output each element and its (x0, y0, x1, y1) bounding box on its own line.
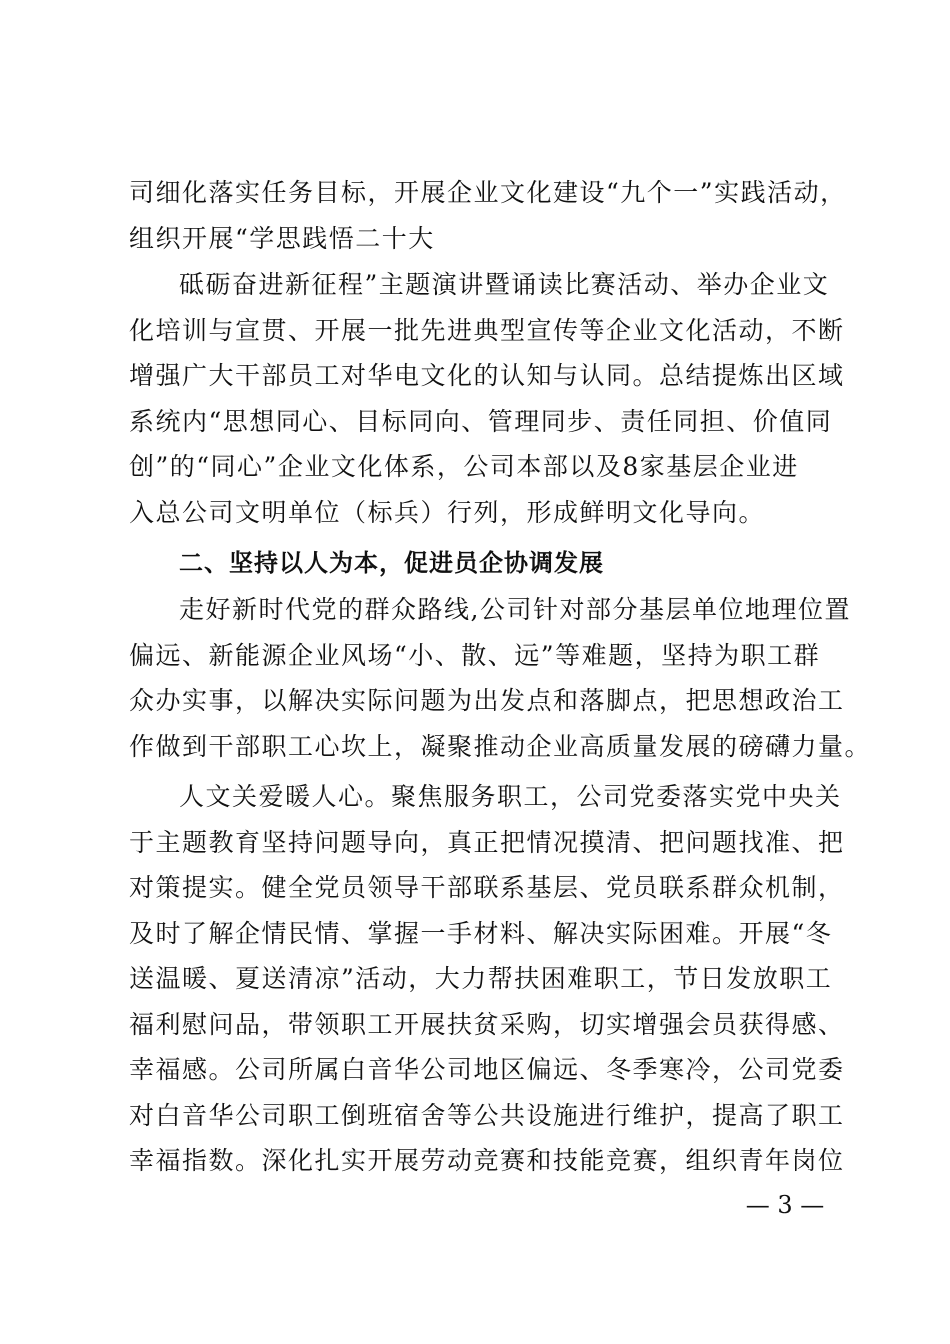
text-line: 于主题教育坚持问题导向，真正把情况摸清、把问题找准、把 (129, 827, 845, 857)
text-line: 众办实事，以解决实际问题为出发点和落脚点，把思想政治工 (129, 686, 845, 715)
text-line: 化培训与宣贯、开展一批先进典型宣传等企业文化活动，不断 (129, 315, 845, 345)
paragraph-culture (129, 262, 845, 535)
paragraph-mass-line (129, 587, 872, 769)
paragraph-continuation (129, 170, 847, 261)
section-heading: 二、坚持以人为本，促进员企协调发展 (179, 549, 604, 577)
text-line: 对策提实。健全党员领导干部联系基层、党员联系群众机制， (129, 873, 845, 902)
text-line: 走好新时代党的群众路线,公司针对部分基层单位地理位置 (179, 595, 851, 624)
text-line: 组织开展“学思践悟二十大 (129, 223, 435, 253)
text-line: 司细化落实任务目标，开展企业文化建设“九个一”实践活动， (129, 178, 847, 207)
paragraph-humanistic-care (129, 774, 845, 1184)
text-line: 创”的“同心”企业文化体系，公司本部以及8家基层企业进 (129, 452, 799, 481)
text-line: 福利慰问品，带领职工开展扶贫采购，切实增强会员获得感、 (129, 1009, 845, 1039)
text-line: 幸福感。公司所属白音华公司地区偏远、冬季寒冷，公司党委 (129, 1055, 845, 1084)
text-line: 幸福指数。深化扎实开展劳动竞赛和技能竞赛，组织青年岗位 (129, 1146, 845, 1175)
text-line: 砥砺奋进新征程”主题演讲暨诵读比赛活动、举办企业文 (179, 270, 830, 299)
text-line: 增强广大干部员工对华电文化的认知与认同。总结提炼出区域 (129, 361, 845, 390)
text-line: 及时了解企情民情、掌握一手材料、解决实际困难。开展“冬 (129, 918, 833, 948)
section-heading-block (129, 541, 829, 587)
text-line: 对白音华公司职工倒班宿舍等公共设施进行维护，提高了职工 (129, 1100, 845, 1130)
text-line: 人文关爱暖人心。聚焦服务职工，公司党委落实党中央关 (179, 782, 842, 811)
text-line: 入总公司文明单位（标兵）行列，形成鲜明文化导向。 (129, 497, 766, 527)
text-line: 送温暖、夏送清凉”活动，大力帮扶困难职工，节日发放职工 (129, 964, 833, 993)
text-line: 系统内“思想同心、目标同向、管理同步、责任同担、价值同 (129, 406, 833, 436)
text-line: 作做到干部职工心坎上，凝聚推动企业高质量发展的磅礴力量。 (129, 731, 872, 761)
page-number: — 3 — (745, 1191, 825, 1219)
text-line: 偏远、新能源企业风场“小、散、远”等难题，坚持为职工群 (129, 640, 821, 670)
